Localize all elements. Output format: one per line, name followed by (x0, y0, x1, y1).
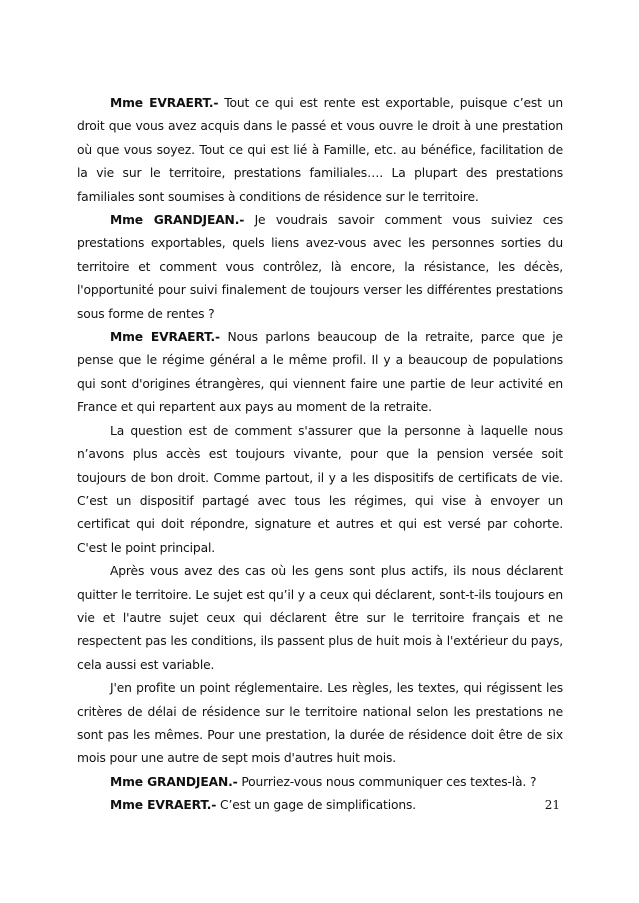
speaker-name: Mme GRANDJEAN.- (110, 213, 245, 228)
paragraph-text: La question est de comment s'assurer que la personne à laquelle nous n’avons plus accès est toujours vivante, pour que la pension versée soit toujours de bon droit. Comme partout, il y a les dispositifs de certificats de vie. C’est un dispositif partagé avec tous les régimes, qui vise à envoyer un certificat qui doit répondre, signature et autres et qui est versé par cohorte. C'est le point principal. (77, 423, 563, 555)
paragraph (77, 677, 563, 771)
paragraph (77, 92, 563, 209)
paragraph-text: C’est un gage de simplifications. (216, 798, 417, 813)
speaker-name: Mme EVRAERT.- (110, 96, 219, 110)
speaker-name: Mme EVRAERT.- (110, 330, 221, 345)
paragraph (77, 326, 563, 420)
paragraph (77, 420, 563, 560)
document-body (77, 92, 563, 818)
paragraph (77, 794, 563, 817)
speaker-name: Mme GRANDJEAN.- (110, 774, 238, 789)
paragraph-text: J'en profite un point réglementaire. Les règles, les textes, qui régissent les critères de délai de résidence sur le territoire national selon les prestations ne sont pas les mêmes. Pour une prestation, la durée de résidence doit être de six mois pour une autre de sept mois d'autres huit mois. (77, 681, 563, 766)
page-number: 21 (544, 798, 560, 812)
speaker-name: Mme EVRAERT.- (110, 798, 217, 813)
paragraph-text: Tout ce qui est rente est exportable, puisque c’est un droit que vous avez acquis dans le passé et vous ouvre le droit à une prestation où que vous soyez. Tout ce qui est lié à Famille, etc. au bénéfice, facilitation de la vie sur le territoire, prestations familiales…. La plupart des prestations familiales sont soumises à conditions de résidence sur le territoire. (77, 96, 563, 204)
paragraph (77, 771, 563, 794)
paragraph (77, 560, 563, 677)
paragraph-text: Nous parlons beaucoup de la retraite, parce que je pense que le régime général a le même profil. Il y a beaucoup de populations qui sont d'origines étrangères, qui viennent faire une partie de leur activité en France et qui repartent aux pays au moment de la retraite. (77, 330, 563, 415)
paragraph-text: Pourriez-vous nous communiquer ces textes-là. ? (237, 774, 537, 789)
paragraph-text: Je voudrais savoir comment vous suiviez ces prestations exportables, quels liens avez-vous avec les personnes sorties du territoire et comment vous contrôlez, là encore, la résistance, les décès, l'opportunité pour suivi finalement de toujours verser les différentes prestations sous forme de rentes ? (77, 213, 563, 321)
paragraph (77, 209, 563, 326)
paragraph-text: Après vous avez des cas où les gens sont plus actifs, ils nous déclarent quitter le territoire. Le sujet est qu’il y a ceux qui déclarent, sont-t-ils toujours en vie et l'autre sujet ceux qui déclarent être sur le territoire français et ne respectent pas les conditions, ils passent plus de huit mois à l'extérieur du pays, cela aussi est variable. (77, 564, 563, 672)
